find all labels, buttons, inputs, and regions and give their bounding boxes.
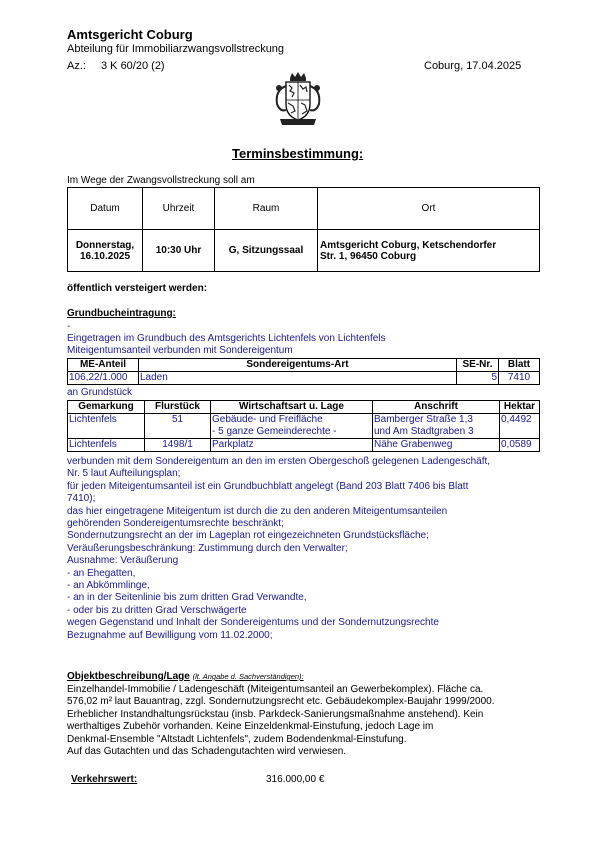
me-header-senr: SE-Nr. — [457, 359, 499, 372]
text-line: - an in der Seitenlinie bis zum dritten Grad Verwandte, — [67, 592, 307, 604]
header-datum: Datum — [68, 188, 143, 230]
plot-anschrift-line1: Bamberger Straße 1,3 — [374, 414, 473, 425]
plot-anschrift — [373, 414, 500, 439]
plot-anschrift: Nähe Grabenweg — [373, 439, 500, 452]
objekt-line: Auf das Gutachten und das Schadengutachten wird verwiesen. — [67, 746, 347, 758]
az-label: Az.: — [67, 60, 86, 72]
department: Abteilung für Immobiliarzwangsvollstreckung — [67, 43, 285, 55]
header-ort: Ort — [318, 188, 540, 230]
objekt-line: Denkmal-Ensemble "Altstadt Lichtenfels", zudem Bodendenkmal-Einstufung. — [67, 733, 407, 745]
plot-hektar: 0,0589 — [500, 439, 540, 452]
appointment-date — [68, 230, 143, 272]
auction-text: öffentlich versteigert werden: — [67, 283, 208, 294]
plot-header-anschrift: Anschrift — [373, 401, 500, 414]
text-line: gehörenden Sondereigentumsrechte beschränkt; — [67, 518, 284, 530]
text-line: Bezugnahme auf Bewilligung vom 11.02.2000; — [67, 629, 273, 641]
plot-anschrift-line2: und Am Stadtgraben 3 — [374, 426, 474, 437]
me-art: Laden — [139, 372, 457, 385]
me-senr: 5 — [457, 372, 499, 385]
me-blatt: 7410 — [499, 372, 540, 385]
appointment-table — [67, 187, 540, 272]
plot-header-gemarkung: Gemarkung — [68, 401, 145, 414]
intro-text: Im Wege der Zwangsvollstreckung soll am — [67, 175, 255, 186]
text-line: - oder bis zu dritten Grad Verschwägerte — [67, 604, 247, 616]
page-title: Terminsbestimmung: — [232, 146, 364, 161]
text-line: Ausnahme: Veräußerung — [67, 555, 179, 567]
me-anteil: 106,22/1.000 — [68, 372, 139, 385]
place-date: Coburg, 17.04.2025 — [424, 60, 522, 72]
appointment-place — [318, 230, 540, 272]
plot-gemarkung: Lichtenfels — [68, 414, 145, 439]
objekt-note: (lt. Angabe d. Sachverständigen): — [192, 672, 304, 681]
an-grundstueck: an Grundstück — [67, 387, 133, 398]
appointment-room: G, Sitzungssaal — [215, 230, 318, 272]
me-header-anteil: ME-Anteil — [68, 359, 139, 372]
text-line: Veräußerungsbeschränkung: Zustimmung durch den Verwalter; — [67, 542, 348, 554]
date-line2: 16.10.2025 — [79, 250, 131, 262]
text-line: Nr. 5 laut Aufteilungsplan; — [67, 468, 181, 480]
text-line: 7410); — [67, 493, 96, 505]
grundbuch-line1: Eingetragen im Grundbuch des Amtsgerichts Lichtenfels von Lichtenfels — [67, 333, 386, 344]
me-header-blatt: Blatt — [499, 359, 540, 372]
objekt-text — [67, 684, 495, 758]
place-line2: Str. 1, 96450 Coburg — [320, 250, 417, 262]
plot-header-flurstueck: Flurstück — [145, 401, 211, 414]
date-line1: Donnerstag, — [75, 239, 135, 251]
header-raum: Raum — [215, 188, 318, 230]
objekt-heading: Objektbeschreibung/Lage — [67, 671, 190, 682]
plot-header-hektar: Hektar — [500, 401, 540, 414]
plot-flurstueck: 51 — [145, 414, 211, 439]
text-line: Sondernutzungsrecht an der im Lageplan rot eingezeichneten Grundstücksfläche; — [67, 530, 429, 542]
me-table — [67, 358, 540, 385]
plot-art: Parkplatz — [211, 439, 373, 452]
text-line: für jeden Miteigentumsanteil ist ein Grundbuchblatt angelegt (Band 203 Blatt 7406 bis Blatt — [67, 480, 469, 492]
court-name: Amtsgericht Coburg — [67, 27, 193, 42]
header-uhrzeit: Uhrzeit — [143, 188, 215, 230]
az-value: 3 K 60/20 (2) — [101, 60, 165, 72]
coat-of-arms-icon — [272, 72, 324, 128]
table-row — [68, 414, 540, 439]
text-line: wegen Gegenstand und Inhalt der Sondereigentums und der Sondernutzungsrechte — [67, 617, 439, 629]
objekt-line: Erheblicher Instandhaltungsrückstau (insb. Parkdeck-Sanierungsmaßnahme anstehend). Kein — [67, 708, 484, 720]
plot-gemarkung: Lichtenfels — [68, 439, 145, 452]
objekt-heading-row — [67, 671, 304, 682]
plot-header-art: Wirtschaftsart u. Lage — [211, 401, 373, 414]
text-line: das hier eingetragene Miteigentum ist durch die zu den anderen Miteigentumsanteilen — [67, 505, 448, 517]
plot-art-line2: - 5 ganze Gemeinderechte - — [212, 426, 337, 437]
objekt-line: 576,02 m² laut Bauantrag, zzgl. Sondernutzungsrecht etc. Gebäudekomplex-Baujahr 1999/2000. — [67, 696, 495, 708]
objekt-line: werthaltiges Zubehör vorhanden. Keine Einzeldenkmal-Einstufung, jedoch Lage im — [67, 721, 434, 733]
grundbuch-dash: - — [67, 321, 71, 332]
text-line: - an Abkömmlinge, — [67, 580, 150, 592]
me-header-art: Sondereigentums-Art — [139, 359, 457, 372]
plot-hektar: 0,4492 — [500, 414, 540, 439]
grundbuch-text — [67, 456, 490, 642]
plot-art-line1: Gebäude- und Freifläche — [212, 414, 323, 425]
place-line1: Amtsgericht Coburg, Ketschendorfer — [320, 239, 497, 251]
plot-flurstueck: 1498/1 — [145, 439, 211, 452]
verkehrswert-value: 316.000,00 € — [266, 774, 325, 785]
plot-art — [211, 414, 373, 439]
appointment-time: 10:30 Uhr — [143, 230, 215, 272]
plot-table — [67, 400, 540, 452]
grundbuch-line2: Miteigentumsanteil verbunden mit Sondereigentum — [67, 345, 293, 356]
verkehrswert-label: Verkehrswert: — [71, 774, 138, 785]
text-line: - an Ehegatten, — [67, 567, 136, 579]
text-line: verbunden mit dem Sondereigentum an den im ersten Obergeschoß gelegenen Ladengeschäft, — [67, 456, 491, 467]
grundbuch-heading: Grundbucheintragung: — [67, 308, 176, 319]
objekt-line: Einzelhandel-Immobilie / Ladengeschäft (Miteigentumsanteil an Gewerbekomplex). Fläche ca. — [67, 684, 484, 695]
table-row — [68, 439, 540, 452]
